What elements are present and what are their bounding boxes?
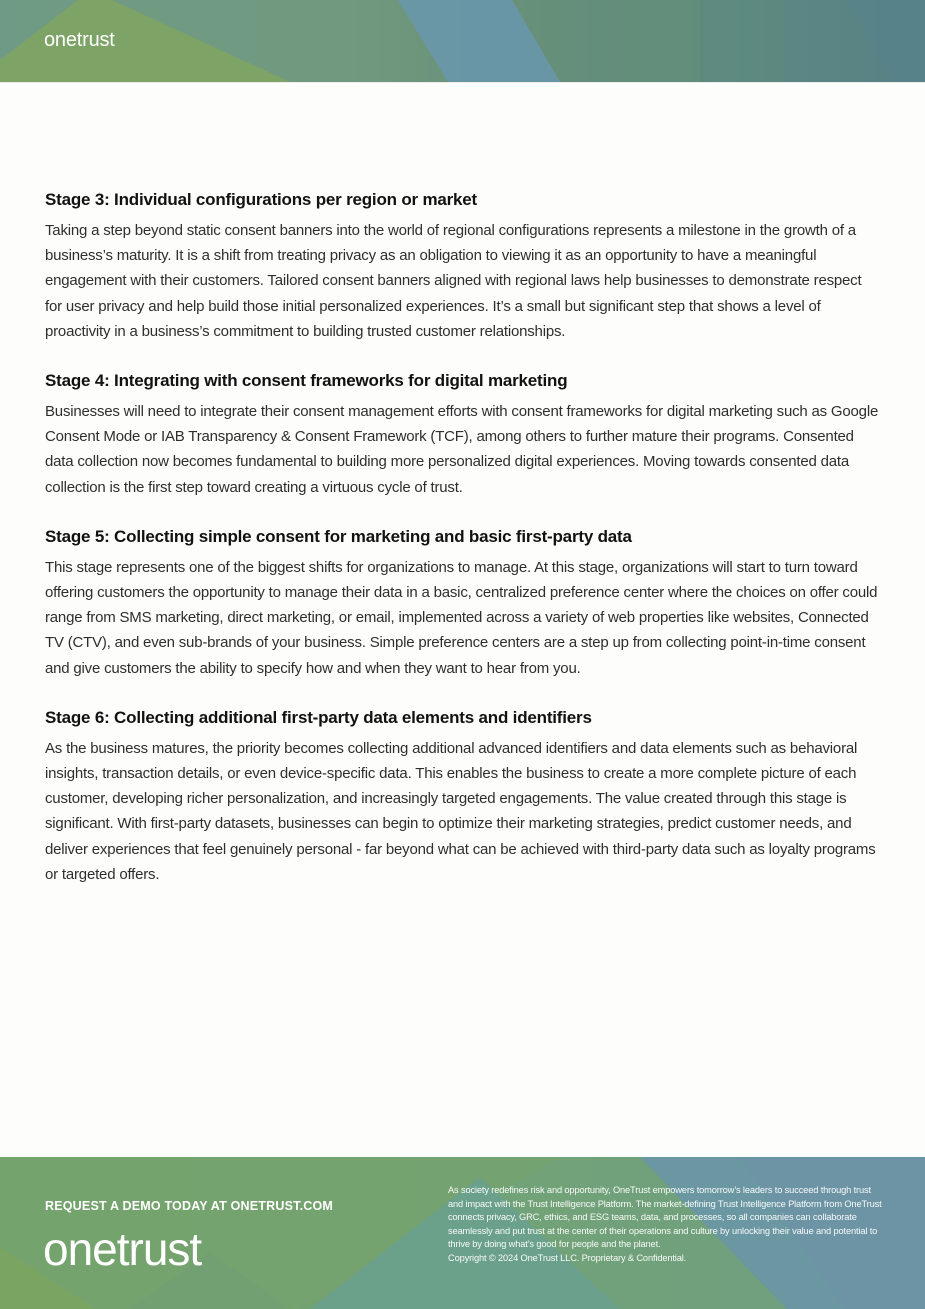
footer-about-text: As society redefines risk and opportunity, OneTrust empowers tomorrow’s leaders to succeed through trust and impact with the Trust Intelligence Platform. The market-defining Trust Intelligence Platform from OneTrust connects privacy, GRC, ethics, and ESG teams, data, and processes, so all companies can collaborate seamlessly and put trust at the center of their operations and culture by unlocking their value and potential to thrive by doing what’s good for people and the planet. bbox=[448, 1185, 882, 1250]
section-paragraph: This stage represents one of the biggest shifts for organizations to manage. At this stage, organizations will start to turn toward offering customers the opportunity to manage their data in a basic, centralized preference center where the choices on offer could range from SMS marketing, direct marketing, or email, implemented across a variety of web properties like websites, Connected TV (CTV), and even sub-brands of your business. Simple preference centers are a step up from collecting point-in-time consent and give customers the ability to specify how and when they want to hear from you. bbox=[45, 558, 878, 677]
document-content bbox=[0, 82, 925, 887]
section-paragraph: Taking a step beyond static consent banners into the world of regional configurations represents a milestone in the growth of a business’s maturity. It is a shift from treating privacy as an obligation to viewing it as an opportunity to have a meaningful engagement with their customers. Tailored consent banners aligned with regional laws help businesses to demonstrate respect for user privacy and help build those initial personalized experiences. It’s a small but significant step that shows a level of proactivity in a business’s commitment to building trusted customer relationships. bbox=[45, 222, 862, 340]
header-banner bbox=[0, 0, 925, 83]
footer-copyright: Copyright © 2024 OneTrust LLC. Proprietary & Confidential. bbox=[448, 1252, 687, 1263]
section-heading: Stage 5: Collecting simple consent for marketing and basic first-party data bbox=[45, 526, 632, 546]
section-stage-5 bbox=[45, 525, 880, 681]
section-heading: Stage 4: Integrating with consent frameworks for digital marketing bbox=[45, 371, 568, 391]
section-stage-3 bbox=[45, 188, 880, 344]
onetrust-logo: onetrust bbox=[44, 29, 115, 51]
request-demo-link[interactable]: REQUEST A DEMO TODAY AT ONETRUST.COM bbox=[45, 1199, 334, 1213]
footer-banner bbox=[0, 1157, 925, 1309]
section-paragraph: As the business matures, the priority becomes collecting additional advanced identifiers and data elements such as behavioral insights, transaction details, or even device-specific data. This enables the business to create a more complete picture of each customer, developing richer personalization, and increasingly targeted engagements. The value created through this stage is significant. With first-party datasets, businesses can begin to optimize their marketing strategies, predict customer needs, and deliver experiences that feel genuinely personal - far beyond what can be achieved with third-party data such as loyalty programs or targeted offers. bbox=[45, 739, 876, 883]
footer-about-block bbox=[448, 1184, 884, 1266]
header-gradient-art bbox=[0, 0, 925, 82]
section-heading: Stage 3: Individual configurations per region or market bbox=[45, 190, 478, 209]
section-stage-6 bbox=[45, 706, 880, 887]
section-stage-4 bbox=[45, 369, 880, 500]
onetrust-footer-logo: onetrust bbox=[43, 1223, 202, 1275]
section-paragraph: Businesses will need to integrate their consent management efforts with consent frameworks for digital marketing such as Google Consent Mode or IAB Transparency & Consent Framework (TCF), among others to further mature their programs. Consented data collection now becomes fundamental to building more personalized digital experiences. Moving towards consented data collection is the first step toward creating a virtuous cycle of trust. bbox=[45, 403, 879, 496]
section-heading: Stage 6: Collecting additional first-party data elements and identifiers bbox=[45, 707, 592, 727]
